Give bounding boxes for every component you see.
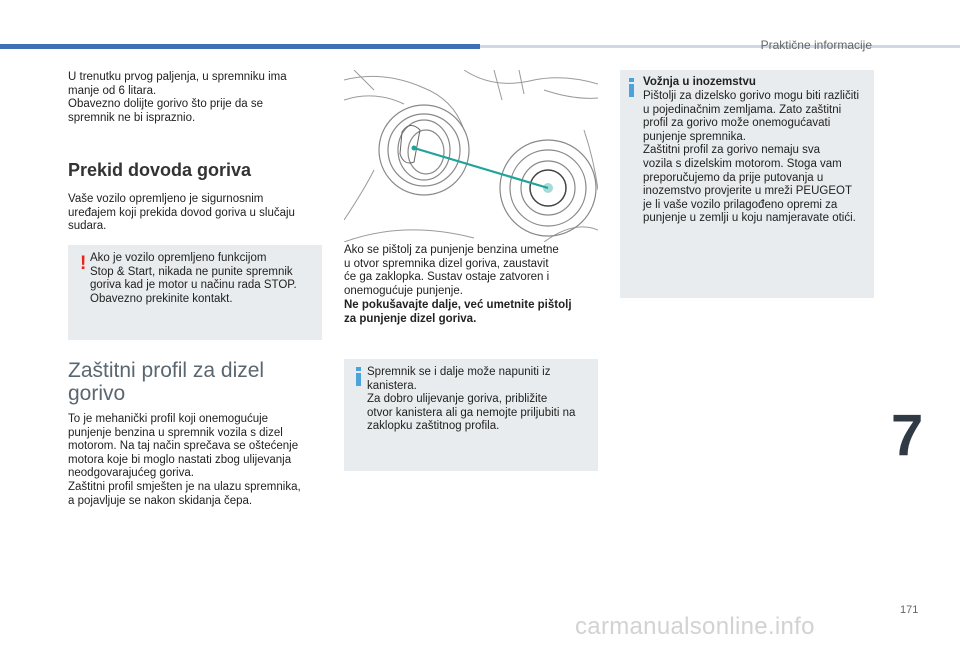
fuel-filler-drawing [344,70,598,242]
intro-text: U trenutku prvog paljenja, u spremniku ima manje od 6 litara. Obavezno dolijte gorivo što prije da se spremnik ne bi ispraznio. [68,71,287,124]
warning-text: Ako je vozilo opremljeno funkcijom Stop & Start, nikada ne punite spremnik goriva kad je motor u načinu rada STOP. Obavezno prekinite kontakt. [90,252,297,305]
chapter-number: 7 [891,403,924,468]
heading-fuel-cutoff: Prekid dovoda goriva [68,160,252,180]
section-title: Praktične informacije [760,38,872,52]
fuel-cutoff-text: Vaše vozilo opremljeno je sigurnosnim uređajem koji prekida dovod goriva u slučaju sudara. [68,193,295,233]
abroad-text: Pištolji za dizelsko gorivo mogu biti različiti u pojedinačnim zemljama. Zato zaštitni profil za gorivo može onemogućavati punjenje spremnika. Zaštitni profil za gorivo nemaju sva vozila s dizelskim motorom. Stoga vam preporučujemo da prije putovanja u inozemstvo provjerite u mreži PEUGEOT je li vaše vozilo prilagođeno opremi za punjenje u zemlji u koju namjeravate otići. [643,90,860,225]
diesel-caption-bold: Ne pokušavajte dalje, već umetnite pištolj za punjenje dizel goriva. [344,299,572,325]
header-rule [480,45,960,48]
warning-box [68,245,322,340]
info-box-abroad [620,70,874,298]
heading-diesel-profile: Zaštitni profil za dizel gorivo [68,359,265,405]
diesel-profile-text: To je mehanički profil koji onemogućuje punjenje benzina u spremnik vozila s dizel motorom. Na taj način sprečava se oštećenje motora koje bi moglo nastati zbog ulijevanja neodgovarajućeg goriva. Zaštitni profil smješten je na ulazu spremnika, a pojavljuje se nakon skidanja čepa. [68,413,301,507]
info-icon [628,78,636,98]
callout-line [414,148,548,188]
header-bar [0,44,480,49]
fuel-filler-illustration [344,70,598,242]
diesel-caption: Ako se pištolj za punjenje benzina umetne u otvor spremnika dizel goriva, zaustavit će ga zaklopka. Sustav ostaje zatvoren i onemogućuje punjenje. [344,244,559,297]
info-box-canister [344,359,598,471]
canister-info-text: Spremnik se i dalje može napuniti iz kanistera. Za dobro ulijevanje goriva, približite otvor kanistera ali ga nemojte priljubiti na zaklopku zaštitnog profila. [367,366,576,433]
abroad-title: Vožnja u inozemstvu [643,76,756,88]
watermark: carmanualsonline.info [575,613,815,640]
warning-icon: ! [80,253,87,274]
page-number: 171 [900,604,919,616]
info-icon [355,367,363,387]
